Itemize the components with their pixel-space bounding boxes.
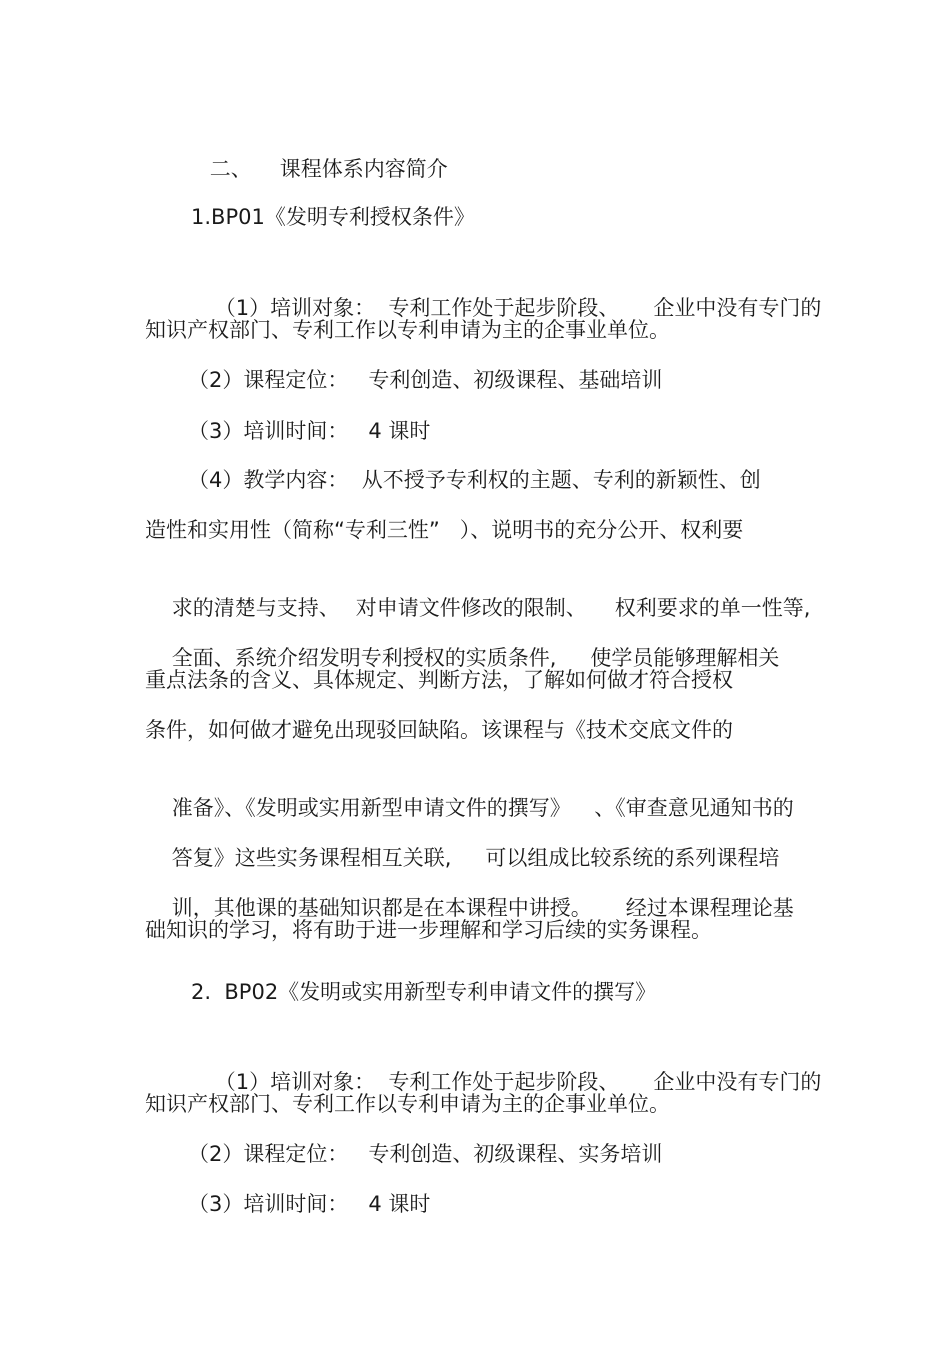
course1-target-line2: 知识产权部门、专利工作以专利申请为主的企事业单位。 — [145, 318, 670, 342]
section-heading — [183, 127, 448, 211]
course1-content-line4: 全面、系统介绍发明专利授权的实质条件, 使学员能够理解相关 — [171, 646, 780, 670]
course1-content-line3: 求的清楚与支持、 对申请文件修改的限制、 权利要求的单一性等, — [171, 596, 811, 620]
course1-content-line1: （4）教学内容： 从不授予专利权的主题、专利的新颖性、创 — [188, 468, 761, 492]
course1-time: （3）培训时间： 4 课时 — [188, 419, 431, 443]
course1-target-line1: （1）培训对象： 专利工作处于起步阶段、 企业中没有专门的 — [214, 296, 822, 320]
course1-content-line5: 重点法条的含义、具体规定、判断方法，了解如何做才符合授权 — [145, 668, 733, 692]
course2-target-line1: （1）培训对象： 专利工作处于起步阶段、 企业中没有专门的 — [214, 1070, 822, 1094]
course1-content-line8: 答复》这些实务课程相互关联, 可以组成比较系统的系列课程培 — [171, 846, 780, 870]
section-number: 二、 — [209, 157, 252, 181]
course1-content-line10: 础知识的学习，将有助于进一步理解和学习后续的实务课程。 — [145, 918, 712, 942]
course2-time: （3）培训时间： 4 课时 — [188, 1192, 431, 1216]
course1-content-line2: 造性和实用性（简称“专利三性” ）、说明书的充分公开、权利要 — [145, 518, 744, 542]
course2-positioning: （2）课程定位： 专利创造、初级课程、实务培训 — [188, 1142, 663, 1166]
course1-content-line6: 条件，如何做才避免出现驳回缺陷。该课程与《技术交底文件的 — [145, 718, 733, 742]
course1-content-line7: 准备》、《发明或实用新型申请文件的撰写》 、《审查意见通知书的 — [171, 796, 794, 820]
course1-content-line9: 训，其他课的基础知识都是在本课程中讲授。 经过本课程理论基 — [171, 896, 794, 920]
course1-positioning: （2）课程定位： 专利创造、初级课程、基础培训 — [188, 368, 663, 392]
course1-heading: 1.BP01《发明专利授权条件》 — [191, 205, 475, 229]
course2-target-line2: 知识产权部门、专利工作以专利申请为主的企事业单位。 — [145, 1092, 670, 1116]
section-title: 课程体系内容简介 — [279, 157, 448, 181]
course2-heading: 2. BP02《发明或实用新型专利申请文件的撰写》 — [191, 980, 657, 1004]
